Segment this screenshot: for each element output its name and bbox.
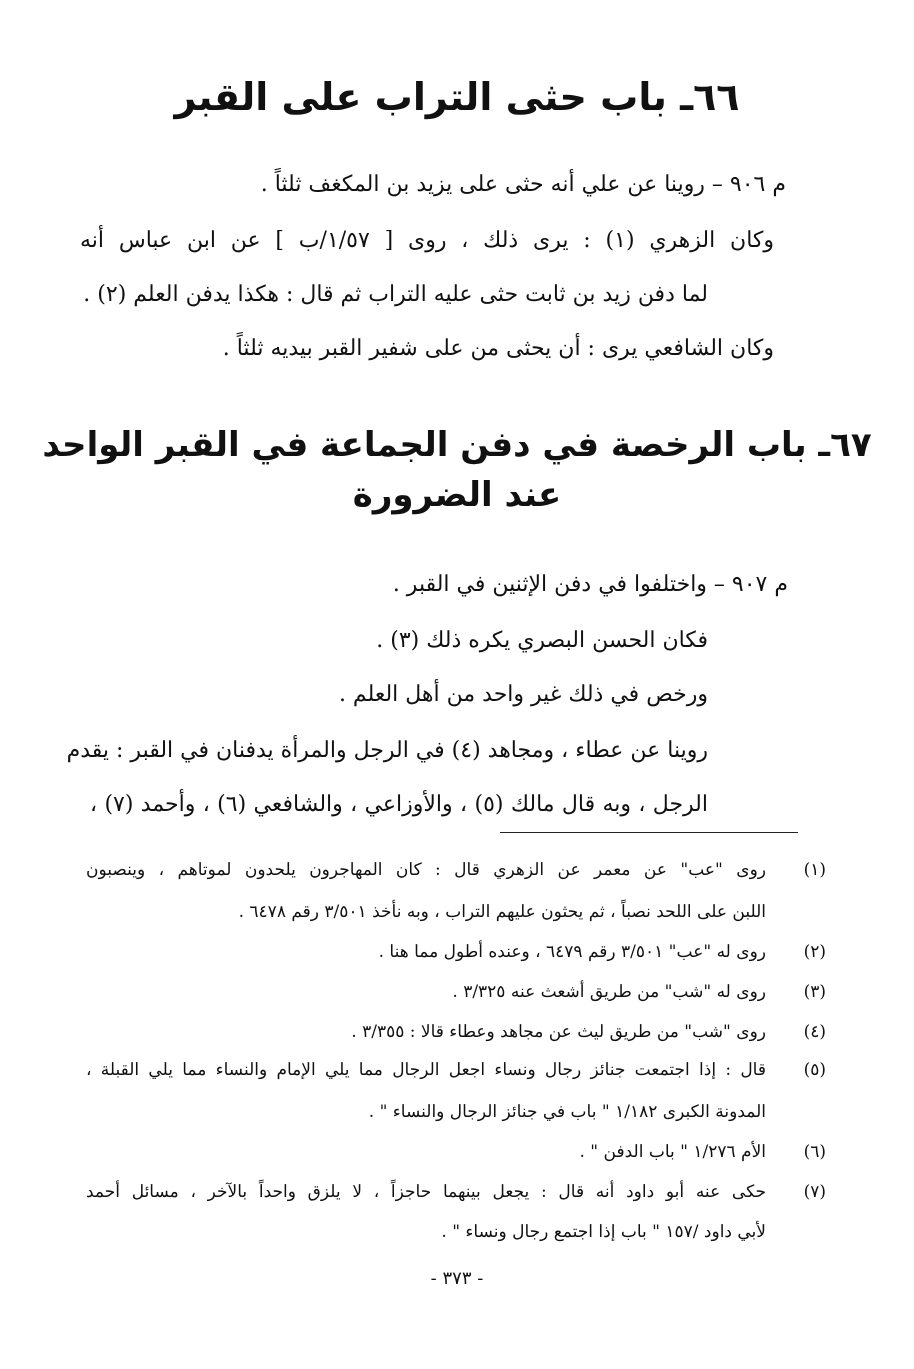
footnote-3-number: (٣) (803, 982, 826, 1002)
paragraph-906-line-2: وكان الزهري (١) : يرى ذلك ، روى [ ١/٥٧/ب ] عن ابن عباس أنه (80, 228, 774, 253)
footnote-7-line-1: حكى عنه أبو داود أنه قال : يجعل بينهما حاجزاً ، لا يلزق واحداً بالآخر ، مسائل أحمد (86, 1182, 766, 1202)
paragraph-907-line-1: م ٩٠٧ – واختلفوا في دفن الإثنين في القبر . (392, 572, 788, 597)
paragraph-906-line-1: م ٩٠٦ – روينا عن علي أنه حثى على يزيد بن المكغف ثلثاً . (260, 172, 786, 197)
footnote-6-number: (٦) (803, 1142, 826, 1162)
footnote-7-number: (٧) (803, 1182, 826, 1202)
paragraph-907-line-2: فكان الحسن البصري يكره ذلك (٣) . (376, 628, 708, 653)
paragraph-907-line-3: ورخص في ذلك غير واحد من أهل العلم . (338, 682, 708, 707)
section-67-title-cont: عند الضرورة (352, 475, 562, 515)
footnote-4-number: (٤) (803, 1022, 826, 1042)
footnote-1-number: (١) (803, 860, 826, 880)
footnote-4-line-1: روى "شب" من طريق ليث عن مجاهد وعطاء قالا : ٣/٣٥٥ . (351, 1022, 766, 1042)
section-66-title: ٦٦ـ باب حثى التراب على القبر (174, 75, 740, 119)
paragraph-907-line-4: روينا عن عطاء ، ومجاهد (٤) في الرجل والمرأة يدفنان في القبر : يقدم (66, 738, 708, 763)
paragraph-907-line-5: الرجل ، وبه قال مالك (٥) ، والأوزاعي ، والشافعي (٦) ، وأحمد (٧) ، (90, 792, 708, 817)
footnote-2-number: (٢) (803, 942, 826, 962)
section-67-title: ٦٧ـ باب الرخصة في دفن الجماعة في القبر الواحد (42, 425, 872, 465)
paragraph-906-line-4: وكان الشافعي يرى : أن يحثى من على شفير القبر بيديه ثلثاً . (222, 336, 774, 361)
footnote-1-line-2: اللبن على اللحد نصباً ، ثم يحثون عليهم التراب ، وبه نأخذ ٣/٥٠١ رقم ٦٤٧٨ . (238, 902, 766, 922)
footnote-separator (500, 832, 798, 833)
footnote-5-line-2: المدونة الكبرى ١/١٨٢ " باب في جنائز الرجال والنساء " . (368, 1102, 766, 1122)
footnote-5-line-1: قال : إذا اجتمعت جنائز رجال ونساء اجعل الرجال مما يلي الإمام والنساء مما يلي القبلة ، (86, 1060, 766, 1080)
footnote-1-line-1: روى "عب" عن معمر عن الزهري قال : كان المهاجرون يلحدون لموتاهم ، وينصبون (86, 860, 766, 880)
footnote-2-line-1: روى له "عب" ٣/٥٠١ رقم ٦٤٧٩ ، وعنده أطول مما هنا . (378, 942, 766, 962)
page-number: - ٣٧٣ - (430, 1268, 484, 1289)
paragraph-906-line-3: لما دفن زيد بن ثابت حثى عليه التراب ثم قال : هكذا يدفن العلم (٢) . (83, 282, 708, 307)
footnote-5-number: (٥) (803, 1060, 826, 1080)
footnote-3-line-1: روى له "شب" من طريق أشعث عنه ٣/٣٢٥ . (452, 982, 766, 1002)
footnote-7-line-2: لأبي داود /١٥٧ " باب إذا اجتمع رجال ونساء " . (441, 1222, 766, 1242)
footnote-6-line-1: الأم ١/٢٧٦ " باب الدفن " . (579, 1142, 766, 1162)
